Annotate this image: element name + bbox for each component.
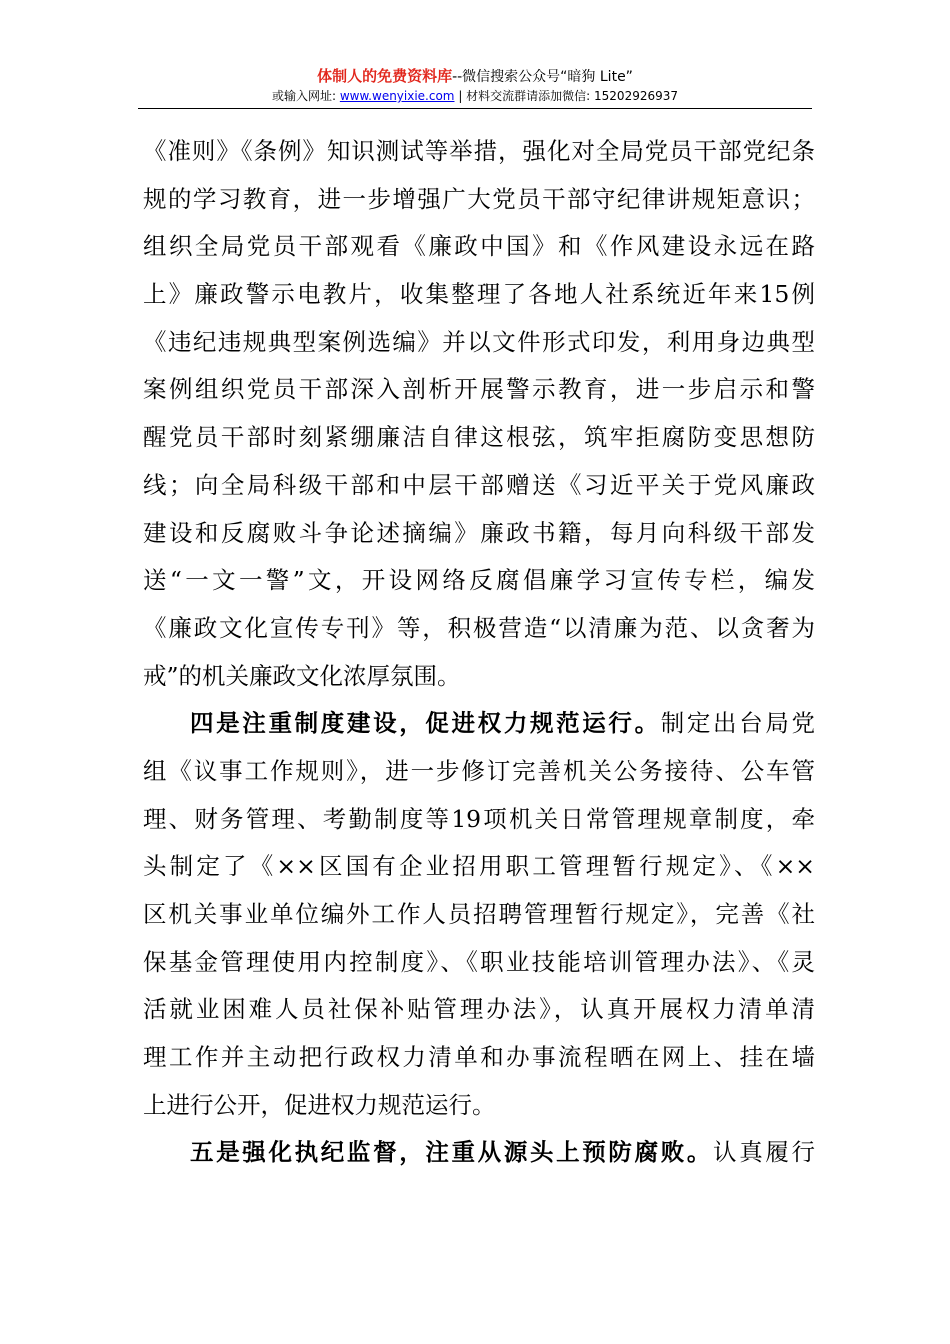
- header-contact-line: [138, 87, 812, 105]
- header-subtitle: --微信搜索公众号“暗狗 Lite”: [452, 69, 633, 85]
- paragraph-3: [143, 1129, 815, 1177]
- page-header: [138, 66, 812, 105]
- text-line: 《违纪违规典型案例选编》并以文件形式印发，利用身边典型: [143, 327, 815, 356]
- text-line: 头制定了《××区国有企业招用职工管理暂行规定》、《××: [143, 852, 815, 881]
- text-line: 规的学习教育，进一步增强广大党员干部守纪律讲规矩意识；: [143, 184, 815, 213]
- text-line-first: [143, 700, 815, 748]
- paragraph-heading: 五是强化执纪监督，注重从源头上预防腐败。: [190, 1138, 714, 1167]
- text-line: 送“一文一警”文，开设网络反腐倡廉学习宣传专栏，编发: [143, 566, 815, 595]
- text-line: 《廉政文化宣传专刊》等，积极营造“以清廉为范、以贪奢为: [143, 613, 815, 642]
- paragraph-lead-text: 认真履行: [713, 1138, 816, 1167]
- document-body: [143, 128, 815, 1177]
- text-line: 保基金管理使用内控制度》、《职业技能培训管理办法》、《灵: [143, 947, 815, 976]
- text-line: 上进行公开，促进权力规范运行。: [143, 1090, 496, 1119]
- text-line: 建设和反腐败斗争论述摘编》廉政书籍，每月向科级干部发: [143, 518, 815, 547]
- text-line: 活就业困难人员社保补贴管理办法》，认真开展权力清单清: [143, 995, 815, 1024]
- header-url-prefix: 或输入网址:: [271, 89, 340, 103]
- text-line: 醒党员干部时刻紧绷廉洁自律这根弦，筑牢拒腐防变思想防: [143, 423, 815, 452]
- text-line: 组织全局党员干部观看《廉政中国》和《作风建设永远在路: [143, 232, 815, 261]
- text-line: 组《议事工作规则》，进一步修订完善机关公务接待、公车管: [143, 756, 815, 785]
- header-brand: 体制人的免费资料库: [317, 67, 453, 85]
- text-line: 戒”的机关廉政文化浓厚氛围。: [143, 661, 461, 690]
- header-url-link[interactable]: www.wenyixie.com: [339, 89, 455, 103]
- header-contact: | 材料交流群请添加微信: 15202926937: [454, 89, 679, 103]
- paragraph-heading: 四是注重制度建设，促进权力规范运行。: [190, 709, 661, 738]
- paragraph-2: [143, 700, 815, 1129]
- text-line: 《准则》《条例》知识测试等举措，强化对全局党员干部党纪条: [143, 137, 815, 165]
- text-line: 理、财务管理、考勤制度等19项机关日常管理规章制度，牵: [143, 804, 815, 833]
- text-line: 理工作并主动把行政权力清单和办事流程晒在网上、挂在墙: [143, 1043, 815, 1072]
- header-divider: [138, 108, 812, 109]
- text-line-first: [143, 1129, 815, 1177]
- paragraph-lead-text: 制定出台局党: [660, 709, 816, 738]
- text-line: 区机关事业单位编外工作人员招聘管理暂行规定》，完善《社: [143, 900, 815, 928]
- text-line: 线；向全局科级干部和中层干部赠送《习近平关于党风廉政: [143, 470, 815, 499]
- paragraph-1: [143, 128, 815, 700]
- text-line: 案例组织党员干部深入剖析开展警示教育，进一步启示和警: [143, 375, 815, 404]
- text-line: 上》廉政警示电教片，收集整理了各地人社系统近年来15例: [143, 280, 815, 309]
- header-title-line: [138, 66, 812, 87]
